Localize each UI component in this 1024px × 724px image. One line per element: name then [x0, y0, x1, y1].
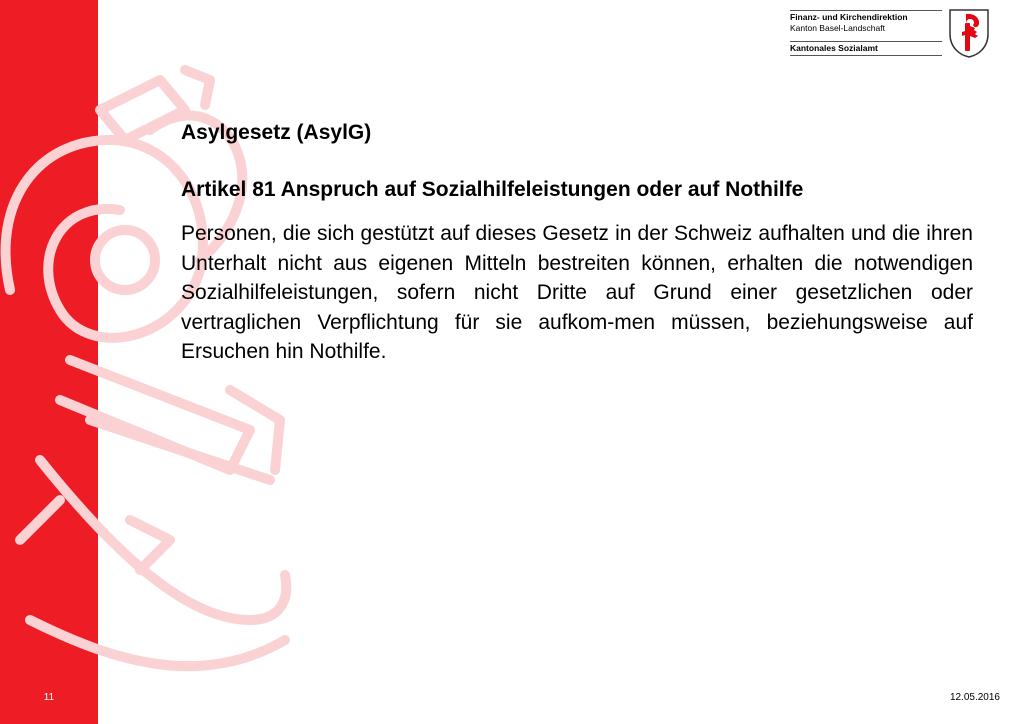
article-body: Personen, die sich gestützt auf dieses Gesetz in der Schweiz aufhalten und die ihren Unterhalt nicht aus eigenen Mitteln bestreiten können, erhalten die notwendigen Sozialhilfeleistungen, sofern nicht Dritte auf Grund einer gesetzlichen oder vertraglichen Verpflichtung für sie aufkom-men müssen, beziehungsweise auf Ersuchen hin Nothilfe.: [181, 222, 973, 363]
article-title: Artikel 81 Anspruch auf Sozialhilfeleistungen oder auf Nothilfe: [181, 178, 804, 201]
header-organization: [790, 10, 942, 56]
department-name: Finanz- und Kirchendirektion: [790, 12, 908, 22]
office-name: Kantonales Sozialamt: [790, 41, 942, 56]
law-title: Asylgesetz (AsylG): [181, 121, 372, 144]
page-number: 11: [43, 692, 55, 703]
slide-date: 12.05.2016: [949, 692, 1000, 703]
canton-name: Kanton Basel-Landschaft: [790, 23, 885, 33]
basel-landschaft-crest-icon: [948, 8, 990, 58]
